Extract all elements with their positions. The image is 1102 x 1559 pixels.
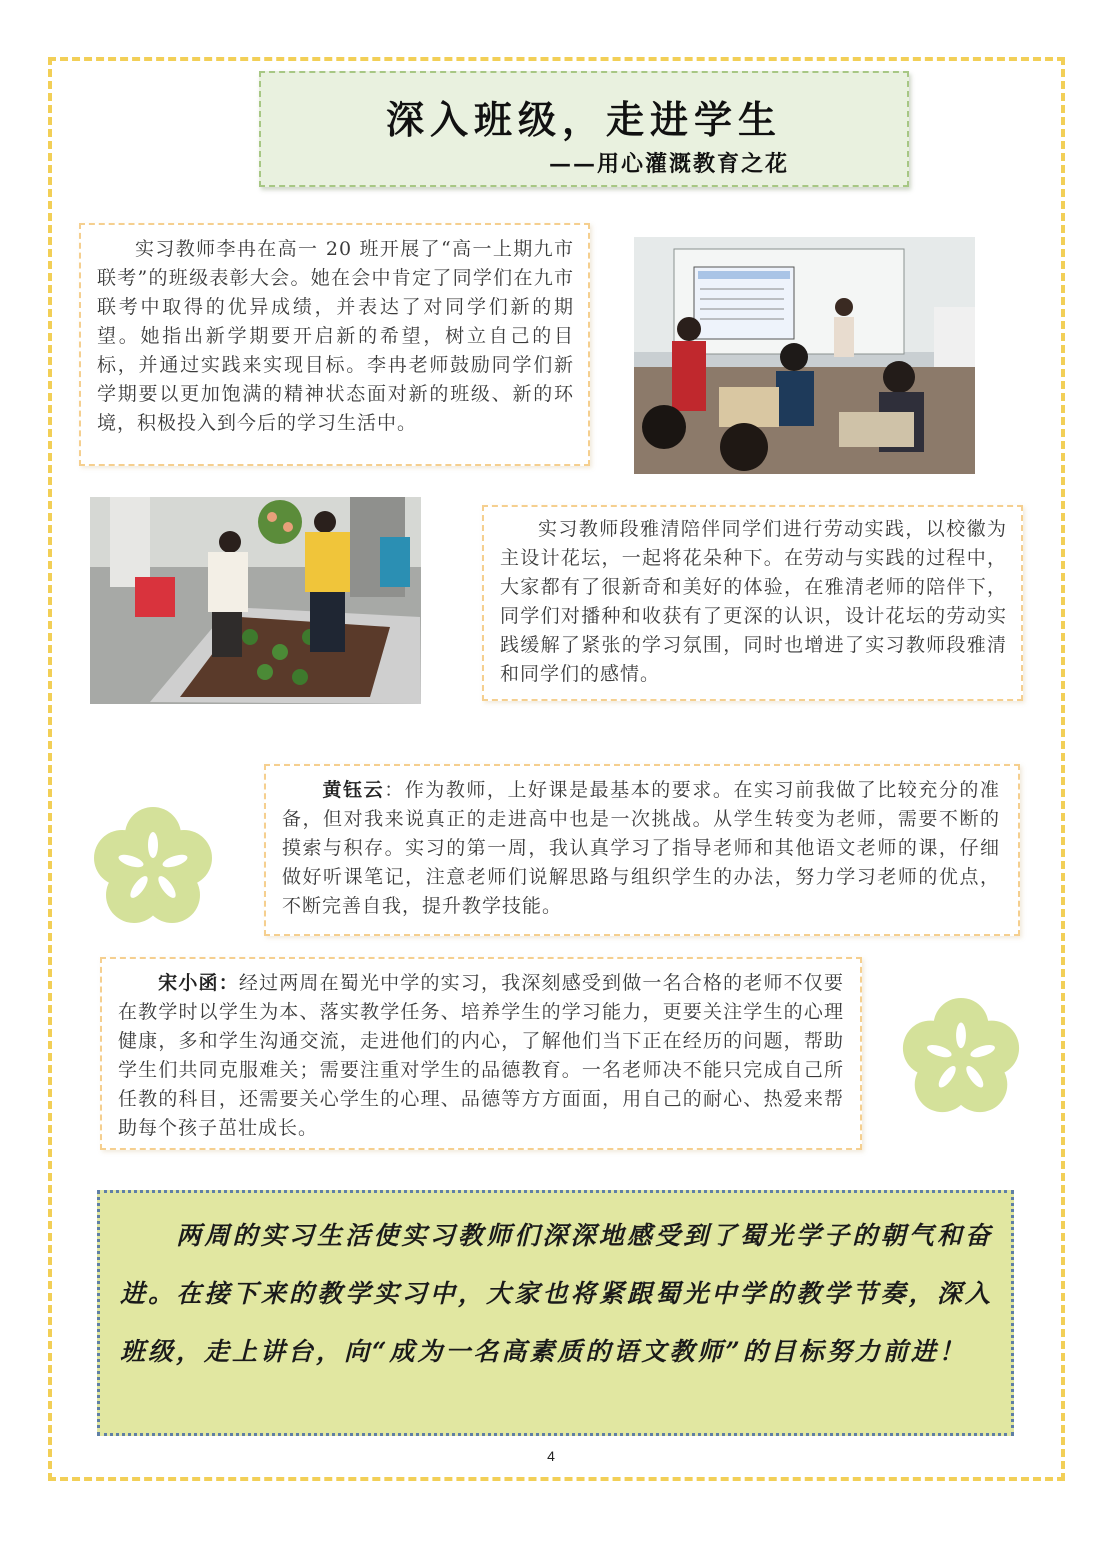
page-subtitle: ——用心灌溉教育之花 (548, 151, 789, 177)
reflection-text: 作为教师，上好课是最基本的要求。在实习前我做了比较充分的准备，但对我来说真正的走进高中也是一次挑战。从学生转变为老师，需要不断的摸索与积存。实习的第一周，我认真学习了指导老师和其他语文老师的课，仔细做好听课笔记，注意老师们说解思路与组织学生的办法，努力学习老师的优点，不断完善自我，提升教学技能。 (282, 779, 1000, 917)
reflection-song (100, 957, 862, 1150)
page-number: 4 (547, 1448, 555, 1464)
reflection-speaker: 黄钰云 (322, 779, 385, 801)
flower-icon (897, 994, 1025, 1122)
page-title: 深入班级，走进学生 (385, 97, 782, 142)
labor-practice-article: 实习教师段雅清陪伴同学们进行劳动实践，以校徽为主设计花坛，一起将花朵种下。在劳动与实践的过程中，大家都有了很新奇和美好的体验，在雅清老师的陪伴下，同学们对播种和收获有了更深的认识，设计花坛的劳动实践缓解了紧张的学习氛围，同时也增进了实习教师段雅清和同学们的感情。 (482, 505, 1023, 701)
garden-photo (90, 497, 421, 704)
summary-box (97, 1190, 1014, 1436)
flower-icon (88, 803, 218, 933)
summary-text: 两周的实习生活使实习教师们深深地感受到了蜀光学子的朝气和奋进。在接下来的教学实习中，大家也将紧跟蜀光中学的教学节奏，深入班级，走上讲台，向“成为一名高素质的语文教师”的目标努力前进！ (120, 1221, 993, 1366)
reflection-huang (264, 764, 1020, 936)
reflection-speaker: 宋小函 (158, 972, 219, 994)
reflection-separator: ： (218, 972, 239, 994)
reflection-separator: ： (384, 779, 405, 801)
reflection-text: 经过两周在蜀光中学的实习，我深刻感受到做一名合格的老师不仅要在教学时以学生为本、落实教学任务、培养学生的学习能力，更要关注学生的心理健康，多和学生沟通交流，走进他们的内心，了解他们当下正在经历的问题，帮助学生们共同克服难关；需要注重对学生的品德教育。一名老师决不能只完成自己所任教的科目，还需要关心学生的心理、品德等方方面面，用自己的耐心、热爱来帮助每个孩子茁壮成长。 (118, 972, 844, 1139)
class-meeting-article: 实习教师李冉在高一 20 班开展了“高一上期九市联考”的班级表彰大会。她在会中肯定了同学们在九市联考中取得的优异成绩，并表达了对同学们新的期望。她指出新学期要开启新的希望，树立自己的目标，并通过实践来实现目标。李冉老师鼓励同学们新学期要以更加饱满的精神状态面对新的班级、新的环境，积极投入到今后的学习生活中。 (79, 223, 590, 466)
title-banner (259, 71, 909, 187)
classroom-photo (634, 237, 975, 474)
